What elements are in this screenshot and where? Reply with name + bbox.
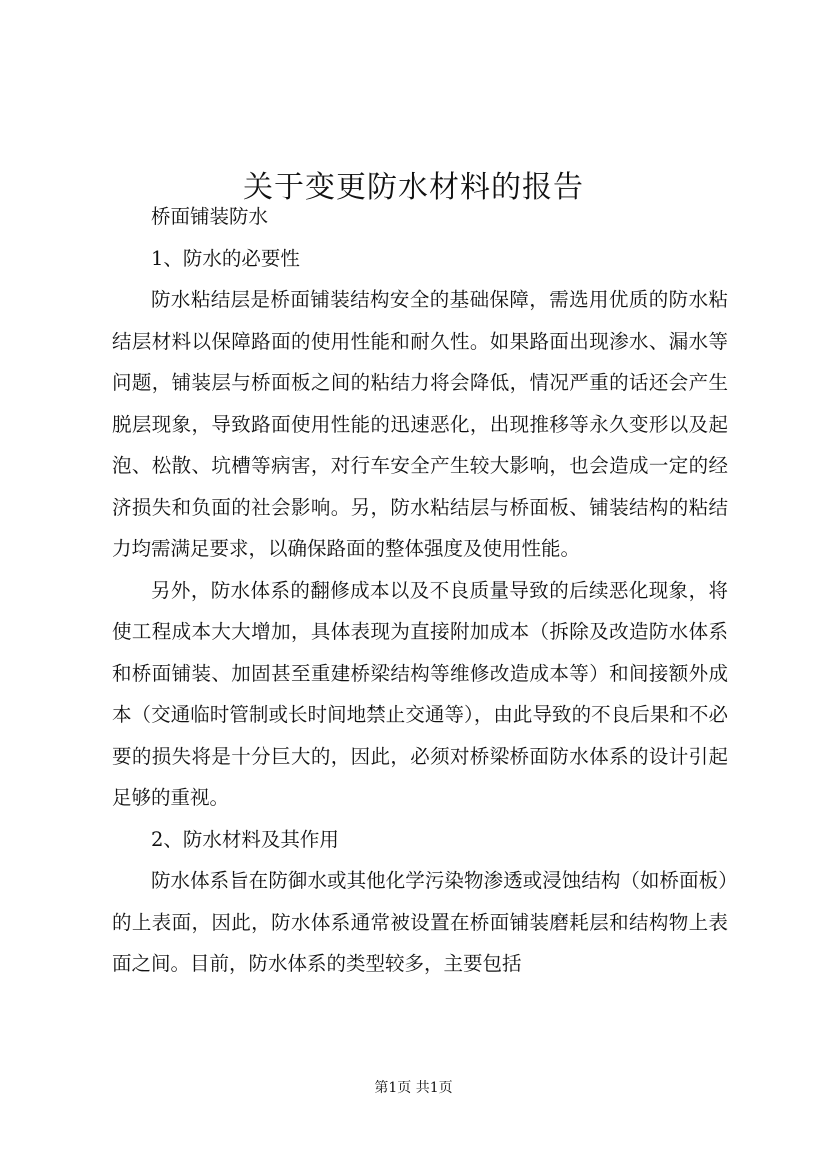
document-body	[112, 196, 728, 985]
subsection-heading: 2、防水材料及其作用	[151, 827, 339, 851]
body-paragraph: 防水粘结层是桥面铺装结构安全的基础保障，需选用优质的防水粘结层材料以保障路面的使用性能和耐久性。如果路面出现渗水、漏水等问题，铺装层与桥面板之间的粘结力将会降低，情况严重的话还会产生脱层现象，导致路面使用性能的迅速恶化，出现推移等永久变形以及起泡、松散、坑槽等病害，对行车安全产生较大影响，也会造成一定的经济损失和负面的社会影响。另，防水粘结层与桥面板、铺装结构的粘结力均需满足要求，以确保路面的整体强度及使用性能。	[112, 288, 728, 560]
body-paragraph: 另外，防水体系的翻修成本以及不良质量导致的后续恶化现象，将使工程成本大大增加，具体表现为直接附加成本（拆除及改造防水体系和桥面铺装、加固甚至重建桥梁结构等维修改造成本等）和间接额外成本（交通临时管制或长时间地禁止交通等），由此导致的不良后果和不必要的损失将是十分巨大的，因此，必须对桥梁桥面防水体系的设计引起足够的重视。	[112, 578, 728, 809]
document-title: 关于变更防水材料的报告	[243, 170, 584, 206]
section-heading: 桥面铺装防水	[151, 205, 269, 228]
body-paragraph: 防水体系旨在防御水或其他化学污染物渗透或浸蚀结构（如桥面板）的上表面，因此，防水体系通常被设置在桥面铺装磨耗层和结构物上表面之间。目前，防水体系的类型较多，主要包括	[112, 869, 728, 975]
page-footer: 第1页 共1页	[374, 1080, 453, 1096]
subsection-heading: 1、防水的必要性	[151, 246, 300, 270]
